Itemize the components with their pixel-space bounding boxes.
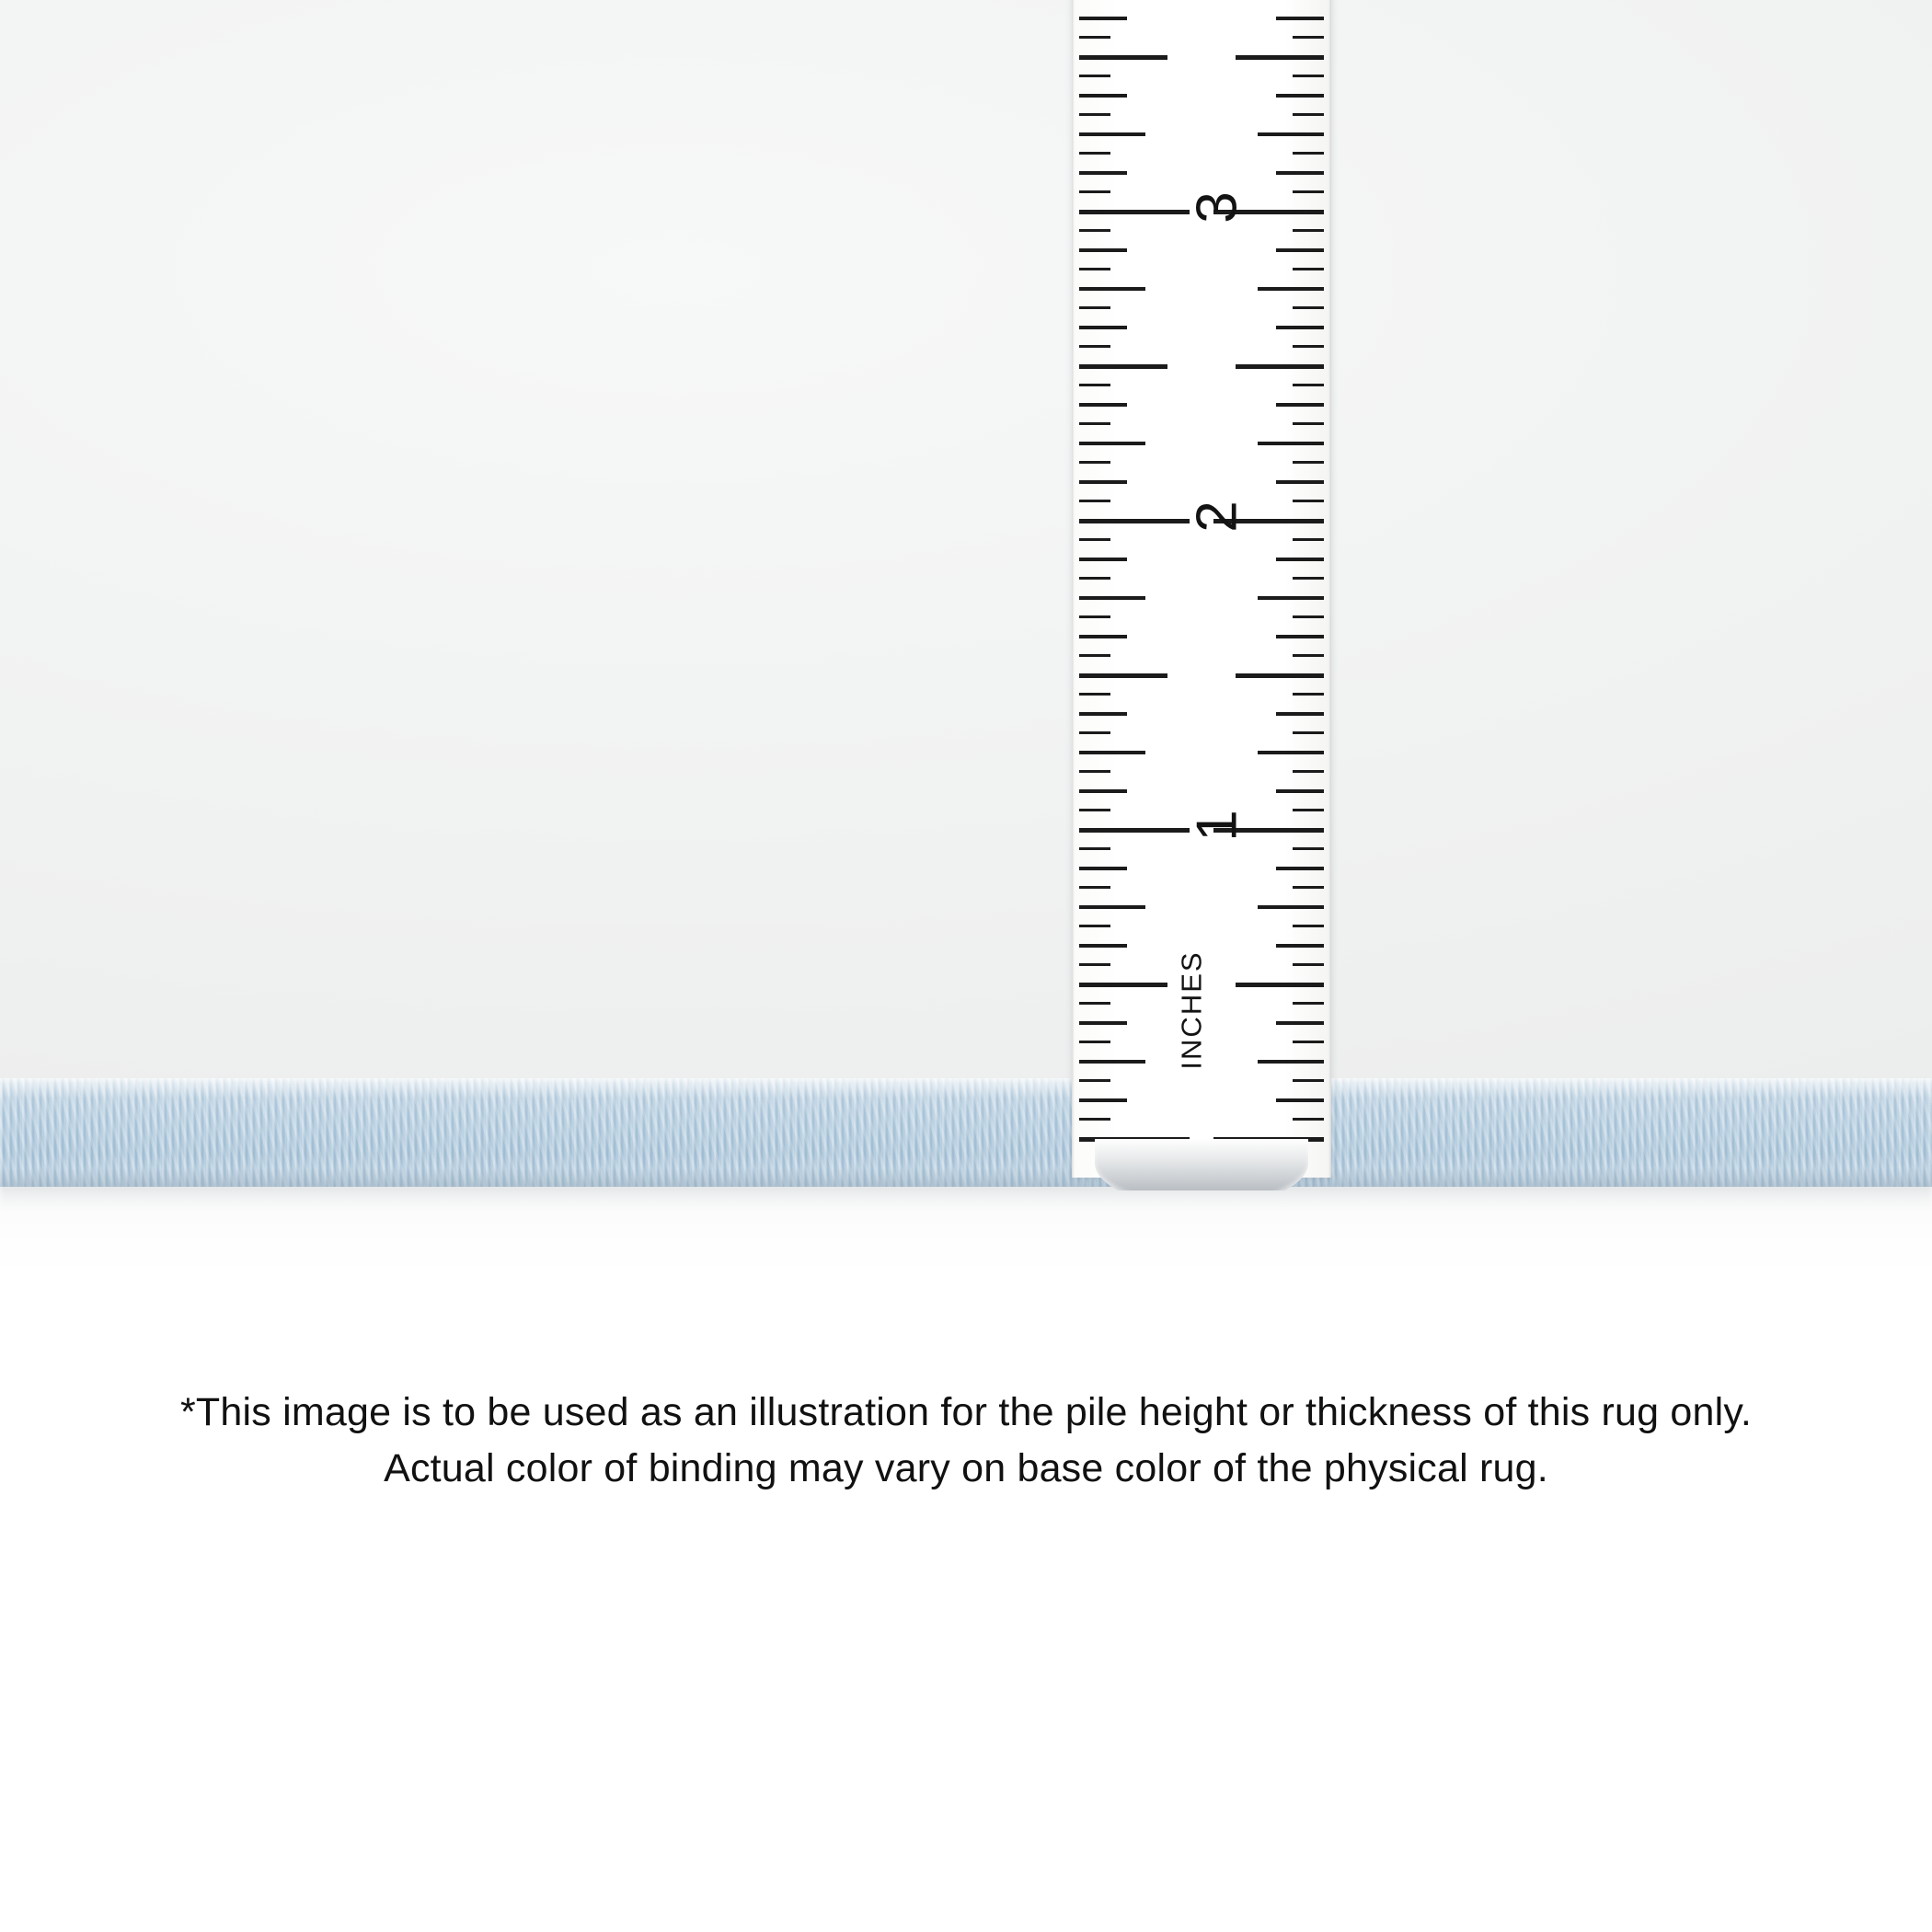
ruler-tick (1258, 442, 1324, 445)
ruler-tick (1293, 731, 1324, 734)
ruler-tick (1276, 789, 1324, 793)
ruler-tick (1079, 384, 1110, 386)
ruler-tick (1293, 36, 1324, 39)
ruler-tick (1079, 809, 1110, 811)
ruler-tick (1293, 577, 1324, 580)
ruler-tick (1293, 809, 1324, 811)
ruler-tick (1236, 55, 1324, 60)
ruler-tick (1079, 248, 1127, 252)
ruler-tick (1079, 1079, 1110, 1082)
caption-line-2: Actual color of binding may vary on base color of the physical rug. (384, 1446, 1548, 1491)
ruler-tick (1258, 596, 1324, 600)
ruler-tick (1079, 577, 1110, 580)
ruler-tick (1293, 963, 1324, 966)
ruler-tick (1293, 500, 1324, 502)
ruler-tick (1079, 55, 1167, 60)
caption-line-1: *This image is to be used as an illustration for the pile height or thickness of this rug only. (179, 1390, 1753, 1434)
tape-measure-tip-shape (1095, 1139, 1308, 1190)
ruler-tick (1236, 673, 1324, 678)
ruler-tick (1276, 480, 1324, 484)
ruler-tick (1258, 905, 1324, 909)
ruler-tick (1079, 17, 1127, 20)
ruler-tick (1079, 731, 1110, 734)
ruler-number-1: 1 (1185, 810, 1249, 842)
ruler-tick (1276, 1021, 1324, 1025)
ruler-tick (1293, 229, 1324, 232)
ruler-tick (1293, 615, 1324, 618)
ruler-tick (1293, 925, 1324, 927)
ruler-tick (1079, 1021, 1127, 1025)
ruler-tick (1079, 364, 1167, 369)
ruler-tick (1293, 75, 1324, 77)
tape-measure-metal-tip (1075, 1139, 1328, 1190)
ruler-tick (1079, 828, 1190, 833)
ruler-tick (1276, 867, 1324, 870)
ruler-tick (1079, 94, 1127, 98)
ruler-tick (1079, 963, 1110, 966)
ruler-tick (1293, 422, 1324, 425)
ruler-number-3: 3 (1185, 191, 1249, 224)
tape-measure (1072, 0, 1331, 1178)
ruler-tick (1276, 635, 1324, 638)
ruler-tick (1079, 693, 1110, 696)
ruler-tick (1079, 171, 1127, 175)
ruler-tick (1079, 1041, 1110, 1043)
ruler-tick (1079, 635, 1127, 638)
ruler-tick (1079, 287, 1145, 291)
ruler-tick (1079, 1060, 1145, 1064)
ruler-tick (1276, 17, 1324, 20)
rug-shading (0, 1168, 1932, 1187)
ruler-tick (1293, 268, 1324, 270)
ruler-tick (1079, 847, 1110, 850)
ruler-tick (1293, 1041, 1324, 1043)
ruler-tick (1079, 36, 1110, 39)
ruler-tick (1293, 190, 1324, 193)
rug-binding-edge (0, 1078, 1932, 1187)
ruler-tick (1079, 75, 1110, 77)
ruler-tick (1079, 268, 1110, 270)
ruler-tick (1079, 152, 1110, 155)
ruler-tick (1079, 538, 1110, 541)
ruler-tick (1276, 403, 1324, 407)
ruler-tick (1293, 1118, 1324, 1121)
ruler-tick (1276, 171, 1324, 175)
ruler-tick (1079, 867, 1127, 870)
ruler-tick (1079, 886, 1110, 889)
ruler-tick (1079, 190, 1110, 193)
ruler-tick (1293, 1079, 1324, 1082)
ruler-tick (1079, 480, 1127, 484)
ruler-tick (1258, 132, 1324, 136)
ruler-tick (1258, 1060, 1324, 1064)
ruler-tick (1079, 345, 1110, 348)
ruler-tick (1276, 1098, 1324, 1102)
ruler-tick (1293, 693, 1324, 696)
ruler-tick (1079, 519, 1190, 523)
ruler-tick (1079, 461, 1110, 464)
ruler-tick (1079, 770, 1110, 773)
ruler-tick (1079, 751, 1145, 754)
ruler-tick (1293, 306, 1324, 309)
ruler-tick (1079, 306, 1110, 309)
ruler-tick (1079, 326, 1127, 329)
ruler-tick (1079, 442, 1145, 445)
ruler-tick (1079, 925, 1110, 927)
ruler-tick (1079, 944, 1127, 948)
ruler-tick (1079, 905, 1145, 909)
ruler-tick (1079, 615, 1110, 618)
ruler-unit-label: INCHES (1175, 950, 1208, 1070)
ruler-tick (1293, 152, 1324, 155)
ruler-tick (1079, 789, 1127, 793)
ruler-tick (1293, 847, 1324, 850)
ruler-tick (1079, 558, 1127, 561)
ruler-tick (1079, 712, 1127, 716)
ruler-tick (1079, 1002, 1110, 1005)
ruler-tick (1258, 751, 1324, 754)
ruler-tick (1276, 712, 1324, 716)
ruler-tick (1293, 384, 1324, 386)
ruler-tick (1079, 132, 1145, 136)
rug-highlight (0, 1078, 1932, 1098)
caption-block (0, 1385, 1932, 1497)
ruler-tick (1079, 210, 1190, 214)
ruler-tick (1293, 886, 1324, 889)
ruler-tick (1079, 983, 1167, 987)
ruler-tick (1079, 113, 1110, 116)
ruler-tick (1293, 345, 1324, 348)
ruler-tick (1276, 326, 1324, 329)
ruler-tick (1236, 983, 1324, 987)
ruler-tick (1276, 248, 1324, 252)
ruler-tick (1276, 558, 1324, 561)
ruler-tick (1079, 596, 1145, 600)
ruler-tick (1079, 673, 1167, 678)
ruler-tick (1276, 94, 1324, 98)
ruler-tick (1079, 403, 1127, 407)
ruler-tick (1293, 1002, 1324, 1005)
ruler-tick (1258, 287, 1324, 291)
ruler-tick (1079, 500, 1110, 502)
ruler-tick (1293, 538, 1324, 541)
ruler-tick (1079, 229, 1110, 232)
ruler-tick (1276, 944, 1324, 948)
ruler-tick (1079, 1118, 1110, 1121)
ruler-tick (1293, 770, 1324, 773)
ruler-number-2: 2 (1185, 500, 1249, 533)
ruler-tick (1293, 113, 1324, 116)
ruler-tick (1079, 654, 1110, 657)
ruler-tick (1236, 364, 1324, 369)
ruler-tick (1079, 1098, 1127, 1102)
ruler-tick (1079, 422, 1110, 425)
ruler-tick (1293, 654, 1324, 657)
ruler-tick (1293, 461, 1324, 464)
